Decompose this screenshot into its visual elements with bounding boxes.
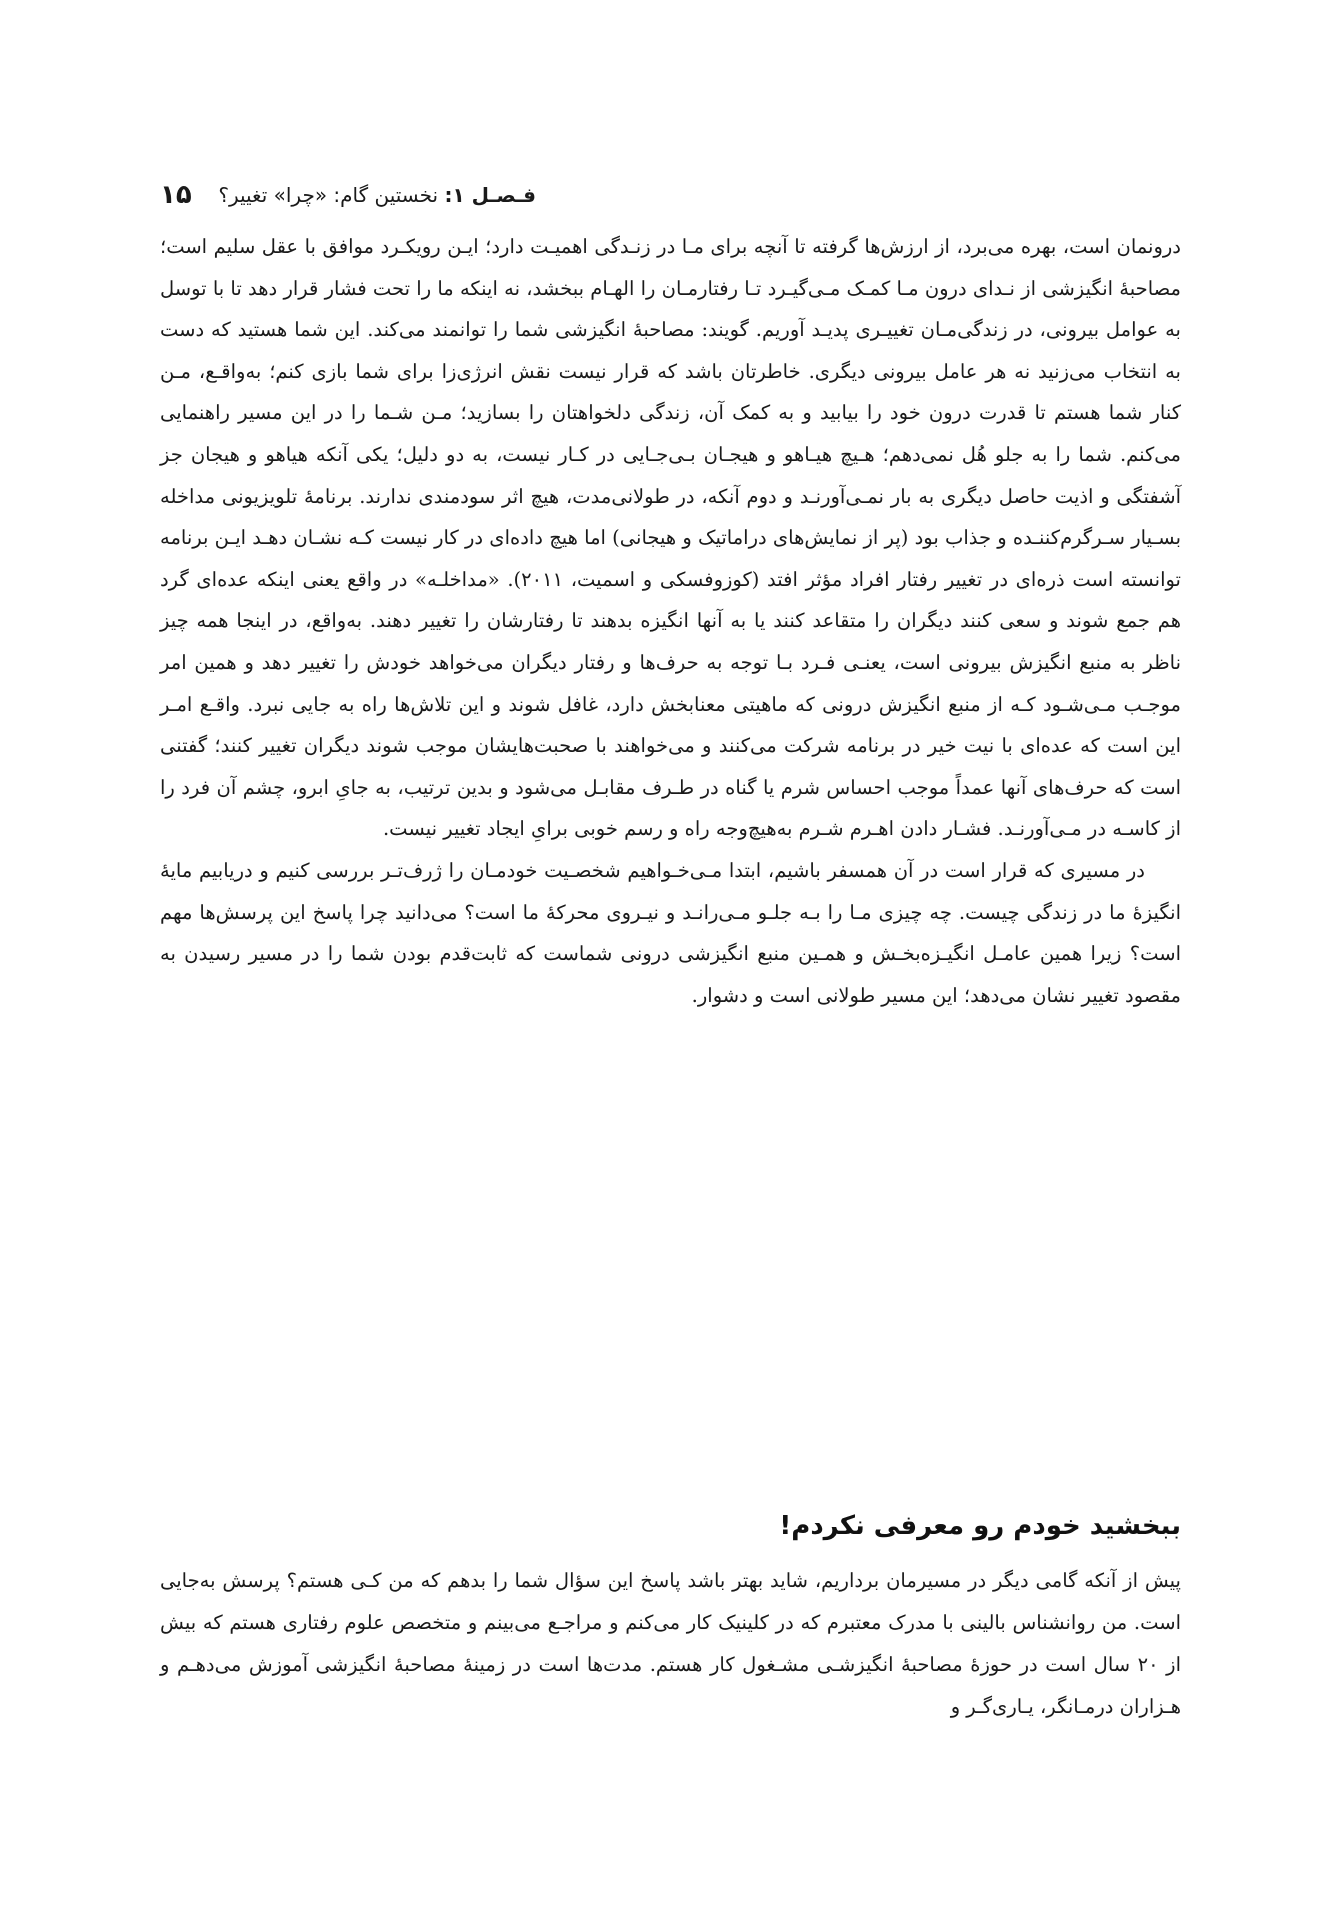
running-header	[160, 178, 536, 212]
paragraph-2: در مسیری که قرار است در آن همسفر باشیم، ابتدا مـی‌خـواهیم شخصـیت خودمـان را ژرف‌تـر بررسی کنیم و دریابیم مایهٔ انگیزهٔ ما در زندگی چیست. چه چیزی مـا را بـه جلـو مـی‌رانـد و نیـروی محرکهٔ ما است؟ می‌دانید چرا پاسخ این پرسش‌ها مهم است؟ زیرا همین عامـل انگیـزه‌بخـش و همـین منبع انگیزشی درونی شماست که ثابت‌قدم بودن شما را در مسیر رسیدن به مقصود تغییر نشان می‌دهد؛ این مسیر طولانی است و دشوار.	[160, 858, 1181, 1007]
section-body	[160, 1560, 1181, 1728]
chapter-title: نخستین گام: «چرا» تغییر؟	[218, 183, 439, 207]
section-heading: ببخشید خودم رو معرفی نکردم!	[779, 1511, 1181, 1541]
page-number: ۱۵	[160, 180, 192, 210]
paragraph-1: درونمان است، بهره می‌برد، از ارزش‌ها گرفته تا آنچه برای مـا در زنـدگی اهمیـت دارد؛ ایـن رویکـرد موافق با عقل سلیم است؛ مصاحبهٔ انگیزشی از نـدای درون مـا کمـک مـی‌گیـرد تـا رفتارمـان را الهـام ببخشد، نه اینکه ما را تحت فشار قرار دهد تا با توسل به عوامل بیرونی، در زندگی‌مـان تغییـری پدیـد آوریم. گویند: مصاحبهٔ انگیزشی شما را توانمند می‌کند. این شما هستید که دست به انتخاب می‌زنید نه هر عامل بیرونی دیگری. خاطرتان باشد که قرار نیست نقش انرژی‌زا برای شما بازی کنم؛ به‌واقـع، مـن کنار شما هستم تا قدرت درون خود را بیابید و به کمک آن، زندگی دلخواهتان را بسازید؛ مـن شـما را در این مسیر راهنمایی می‌کنم. شما را به جلو هُل نمی‌دهم؛ هـیچ هیـاهو و هیجـان بـی‌جـایی در کـار نیست، به دو دلیل؛ یکی آنکه هیاهو و هیجان جز آشفتگی و اذیت حاصل دیگری به بار نمـی‌آورنـد و دوم آنکه، در طولانی‌مدت، هیچ اثر سودمندی ندارند. برنامهٔ تلویزیونی مداخله بسـیار سـرگرم‌کننـده و جذاب بود (پر از نمایش‌های دراماتیک و هیجانی) اما هیچ داده‌ای در کار نیست کـه نشـان دهـد ایـن برنامه توانسته است ذره‌ای در تغییر رفتار افراد مؤثر افتد (کوزوفسکی و اسمیت، ۲۰۱۱). «مداخلـه» در واقع یعنی اینکه عده‌ای گرد هم جمع شوند و سعی کنند دیگران را متقاعد کنند یا به آنها انگیزه بدهند تا رفتارشان را تغییر دهند. به‌واقع، در اینجا همه چیز ناظر به منبع انگیزش بیرونی است، یعنـی فـرد بـا توجه به حرف‌ها و رفتار دیگران می‌خواهد خودش را تغییر دهد و همین امر موجـب مـی‌شـود کـه از منبع انگیزش درونی که ماهیتی معنابخش دارد، غافل شوند و این تلاش‌ها راه به جایی نبرد. واقـع امـر این است که عده‌ای با نیت خیر در برنامه شرکت می‌کنند و می‌خواهند با صحبت‌هایشان موجب شوند دیگران تغییر کنند؛ گفتنی است که حرف‌های آنها عمداً موجب احساس شرم یا گناه در طـرف مقابـل می‌شود و بدین ترتیب، به جایِ ابرو، چشم آن فرد را از کاسـه در مـی‌آورنـد. فشـار دادن اهـرم شـرم به‌هیچ‌وجه راه و رسم خوبی برایِ ایجاد تغییر نیست.	[160, 235, 1181, 841]
chapter-label: فـصـل ۱:	[444, 183, 536, 207]
chapter-header	[218, 183, 536, 207]
section-paragraph: پیش از آنکه گامی دیگر در مسیرمان برداریم، شاید بهتر باشد پاسخ این سؤال شما را بدهم که من کـی هستم؟ پرسش به‌جایی است. من روانشناس بالینی با مدرک معتبرم که در کلینیک کار می‌کنم و مراجـع می‌بینم و متخصص علوم رفتاری هستم که بیش از ۲۰ سال است در حوزهٔ مصاحبهٔ انگیزشـی مشـغول کار هستم. مدت‌ها است در زمینهٔ مصاحبهٔ انگیزشی آموزش می‌دهـم و هـزاران درمـانگر، یـاری‌گـر و	[160, 1569, 1181, 1718]
body-text	[160, 226, 1181, 1016]
